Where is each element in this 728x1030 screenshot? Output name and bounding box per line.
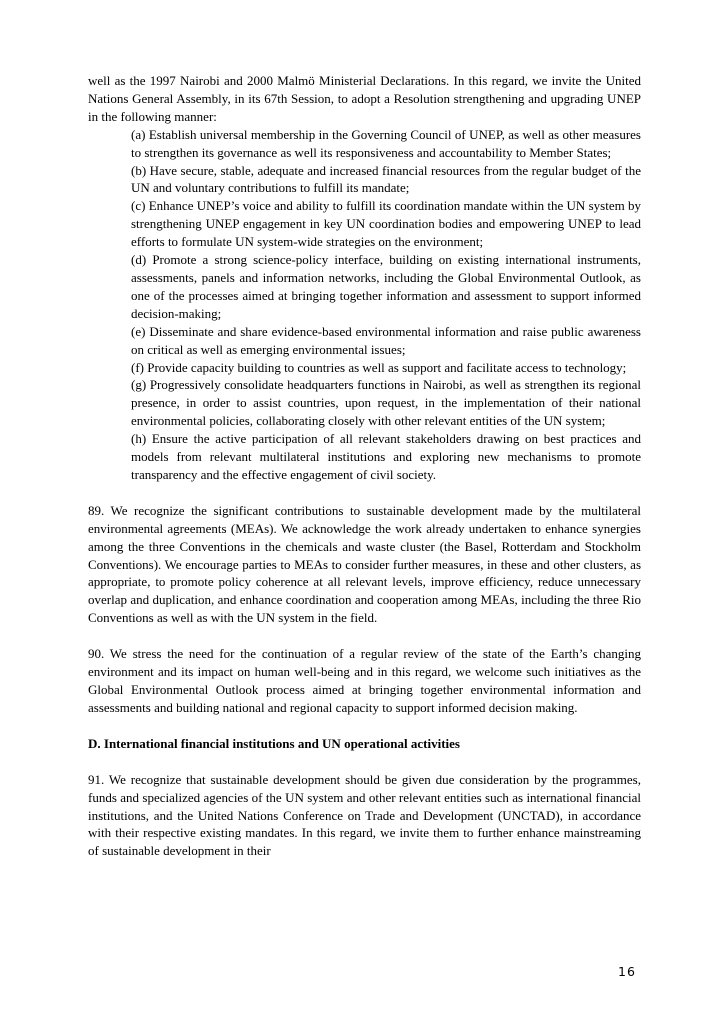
resolution-list	[88, 126, 641, 484]
section-heading: D. International financial institutions and UN operational activities	[88, 735, 460, 751]
page-number: 16	[618, 964, 636, 979]
list-item: (d) Promote a strong science-policy interface, building on existing international instruments, assessments, panels and information networks, including the Global Environmental Outlook, as one of the processes aimed at bringing together information and assessment to support informed decision-making;	[131, 252, 641, 321]
intro-paragraph: well as the 1997 Nairobi and 2000 Malmö Ministerial Declarations. In this regard, we invite the United Nations General Assembly, in its 67th Session, to adopt a Resolution strengthening and upgrading UNEP in the following manner:	[88, 73, 641, 124]
list-item: (g) Progressively consolidate headquarters functions in Nairobi, as well as strengthen its regional presence, in order to assist countries, upon request, in the implementation of their national environmental policies, collaborating closely with other relevant entities of the UN system;	[131, 377, 641, 429]
paragraph-90: 90. We stress the need for the continuation of a regular review of the state of the Earth’s changing environment and its impact on human well-being and in this regard, we welcome such initiatives as the Global Environmental Outlook process aimed at bringing together environmental information and assessments and building national and regional capacity to support informed decision making.	[88, 646, 641, 715]
document-page	[88, 72, 641, 860]
paragraph-89: 89. We recognize the significant contributions to sustainable development made by the multilateral environmental agreements (MEAs). We acknowledge the work already undertaken to enhance synergies among the three Conventions in the chemicals and waste cluster (the Basel, Rotterdam and Stockholm Conventions). We encourage parties to MEAs to consider further measures, in these and other clusters, as appropriate, to promote policy coherence at all relevant levels, improve efficiency, reduce unnecessary overlap and duplication, and enhance coordination and cooperation among MEAs, including the three Rio Conventions as well as with the UN system in the field.	[88, 502, 641, 626]
paragraph-91: 91. We recognize that sustainable development should be given due consideration by the programmes, funds and specialized agencies of the UN system and other relevant entities such as international financial institutions, and the United Nations Conference on Trade and Development (UNCTAD), in accordance with their respective existing mandates. In this regard, we invite them to further enhance mainstreaming of sustainable development in their	[88, 771, 641, 859]
list-item: (b) Have secure, stable, adequate and increased financial resources from the regular budget of the UN and voluntary contributions to fulfill its mandate;	[131, 162, 641, 196]
list-item: (h) Ensure the active participation of all relevant stakeholders drawing on best practices and models from relevant multilateral institutions and exploring new mechanisms to promote transparency and the effective engagement of civil society.	[131, 431, 641, 482]
list-item: (f) Provide capacity building to countries as well as support and facilitate access to technology;	[131, 359, 627, 375]
list-item: (a) Establish universal membership in the Governing Council of UNEP, as well as other measures to strengthen its governance as well its responsiveness and accountability to Member States;	[131, 126, 641, 160]
list-item: (e) Disseminate and share evidence-based environmental information and raise public awareness on critical as well as emerging environmental issues;	[131, 323, 641, 357]
list-item: (c) Enhance UNEP’s voice and ability to fulfill its coordination mandate within the UN system by strengthening UNEP engagement in key UN coordination bodies and empowering UNEP to lead efforts to formulate UN system-wide strategies on the environment;	[131, 198, 641, 250]
